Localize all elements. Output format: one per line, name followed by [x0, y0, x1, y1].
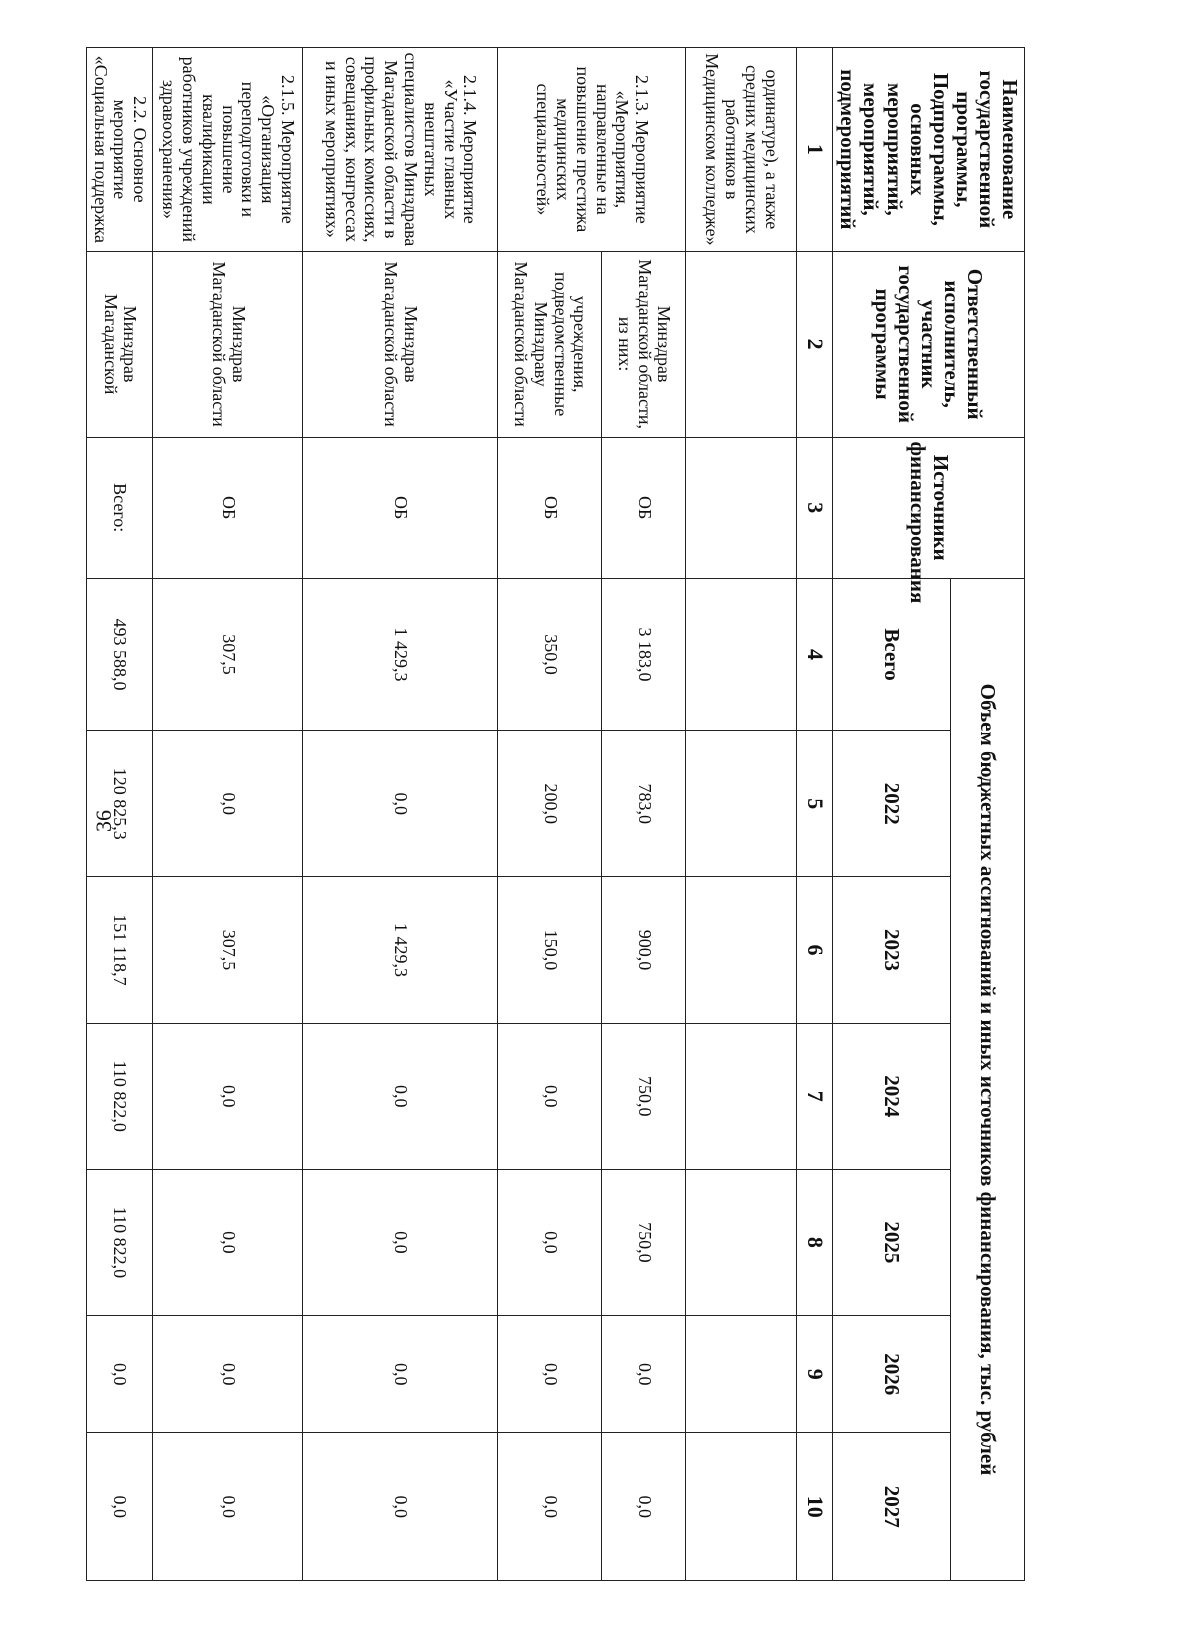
value-2024: 0,0 — [303, 1023, 498, 1169]
value-2023: 151 118,7 — [86, 877, 152, 1023]
value-2027: 0,0 — [86, 1433, 152, 1581]
value-2026: 0,0 — [86, 1316, 152, 1433]
header-program-name: Наименование государственной программы, Подпрограммы, основных мероприятий, мероприятий, подмероприятий — [833, 48, 1025, 252]
header-year-2027: 2027 — [833, 1433, 951, 1581]
column-number: 9 — [797, 1316, 833, 1433]
value-2024: 750,0 — [602, 1023, 686, 1169]
header-year-2024: 2024 — [833, 1023, 951, 1169]
value-2022: 200,0 — [498, 731, 602, 877]
value-total: 350,0 — [498, 578, 602, 730]
value-2024 — [686, 1023, 797, 1169]
value-total — [686, 578, 797, 730]
value-2023: 900,0 — [602, 877, 686, 1023]
column-number: 10 — [797, 1433, 833, 1581]
table-row — [498, 48, 602, 1581]
value-2024: 110 822,0 — [86, 1023, 152, 1169]
column-number-row — [797, 48, 833, 1581]
value-2023: 150,0 — [498, 877, 602, 1023]
row-source — [686, 437, 797, 578]
header-year-2023: 2023 — [833, 877, 951, 1023]
row-source: ОБ — [153, 437, 303, 578]
header-year-2022: 2022 — [833, 731, 951, 877]
value-2022: 0,0 — [153, 731, 303, 877]
column-number: 3 — [797, 437, 833, 578]
row-name: 2.2. Основное мероприятие «Социальная поддержка — [86, 48, 152, 252]
value-total: 3 183,0 — [602, 578, 686, 730]
value-2025: 750,0 — [602, 1169, 686, 1315]
column-number: 5 — [797, 731, 833, 877]
value-total: 307,5 — [153, 578, 303, 730]
row-executor: Минздрав Магаданской области, из них: — [602, 251, 686, 437]
value-2022: 0,0 — [303, 731, 498, 877]
row-executor: Минздрав Магаданской — [86, 251, 152, 437]
header-financing-source: Источники финансирования — [833, 437, 1025, 578]
row-source: ОБ — [602, 437, 686, 578]
header-executor: Ответственный исполнитель, участник государственной программы — [833, 251, 1025, 437]
value-2024: 0,0 — [498, 1023, 602, 1169]
row-executor: Минздрав Магаданской области — [153, 251, 303, 437]
header-year-2025: 2025 — [833, 1169, 951, 1315]
column-number: 8 — [797, 1169, 833, 1315]
value-2025: 0,0 — [153, 1169, 303, 1315]
header-year-2026: 2026 — [833, 1316, 951, 1433]
column-number: 2 — [797, 251, 833, 437]
row-name: 2.1.4. Мероприятие «Участие главных внештатных специалистов Минздрава Магаданской области в профильных комиссиях, совещаниях, конгрессах и иных мероприятиях» — [303, 48, 498, 252]
row-name: 2.1.5. Мероприятие «Организация переподготовки и повышение квалификации работников учреждений здравоохранения» — [153, 48, 303, 252]
value-2024: 0,0 — [153, 1023, 303, 1169]
row-executor — [686, 251, 797, 437]
value-2023: 1 429,3 — [303, 877, 498, 1023]
value-2027 — [686, 1433, 797, 1581]
column-number: 4 — [797, 578, 833, 730]
row-name: ординатуре), а также средних медицинских работников в Медицинском колледже» — [686, 48, 797, 252]
value-2027: 0,0 — [498, 1433, 602, 1581]
row-name: 2.1.3. Мероприятие «Мероприятия, направленные на повышение престижа медицинских специальностей» — [498, 48, 686, 252]
value-2022: 120 825,3 — [86, 731, 152, 877]
value-2027: 0,0 — [602, 1433, 686, 1581]
page-number: 36 — [91, 810, 116, 832]
row-executor: учреждения, подведомственные Минздраву Магаданской области — [498, 251, 602, 437]
table-row — [86, 48, 152, 1581]
column-number: 1 — [797, 48, 833, 252]
value-2022 — [686, 731, 797, 877]
value-2026: 0,0 — [602, 1316, 686, 1433]
value-2025: 0,0 — [303, 1169, 498, 1315]
value-2026: 0,0 — [153, 1316, 303, 1433]
value-2023 — [686, 877, 797, 1023]
row-source: ОБ — [303, 437, 498, 578]
header-row-group — [950, 48, 1024, 1581]
header-budget-volume: Объем бюджетных ассигнований и иных источников финансирования, тыс. рублей — [950, 578, 1024, 1580]
value-2025: 110 822,0 — [86, 1169, 152, 1315]
value-2026: 0,0 — [498, 1316, 602, 1433]
value-total: 493 588,0 — [86, 578, 152, 730]
row-executor: Минздрав Магаданской области — [303, 251, 498, 437]
value-2026: 0,0 — [303, 1316, 498, 1433]
value-2025 — [686, 1169, 797, 1315]
row-source: Всего: — [86, 437, 152, 578]
table-row — [303, 48, 498, 1581]
value-2027: 0,0 — [153, 1433, 303, 1581]
column-number: 6 — [797, 877, 833, 1023]
value-2027: 0,0 — [303, 1433, 498, 1581]
value-2022: 783,0 — [602, 731, 686, 877]
table-row — [153, 48, 303, 1581]
financing-table — [86, 47, 1025, 1581]
value-2025: 0,0 — [498, 1169, 602, 1315]
value-total: 1 429,3 — [303, 578, 498, 730]
header-year-total: Всего — [833, 578, 951, 730]
value-2023: 307,5 — [153, 877, 303, 1023]
table-row — [602, 48, 686, 1581]
value-2026 — [686, 1316, 797, 1433]
row-source: ОБ — [498, 437, 602, 578]
table-row — [686, 48, 797, 1581]
column-number: 7 — [797, 1023, 833, 1169]
